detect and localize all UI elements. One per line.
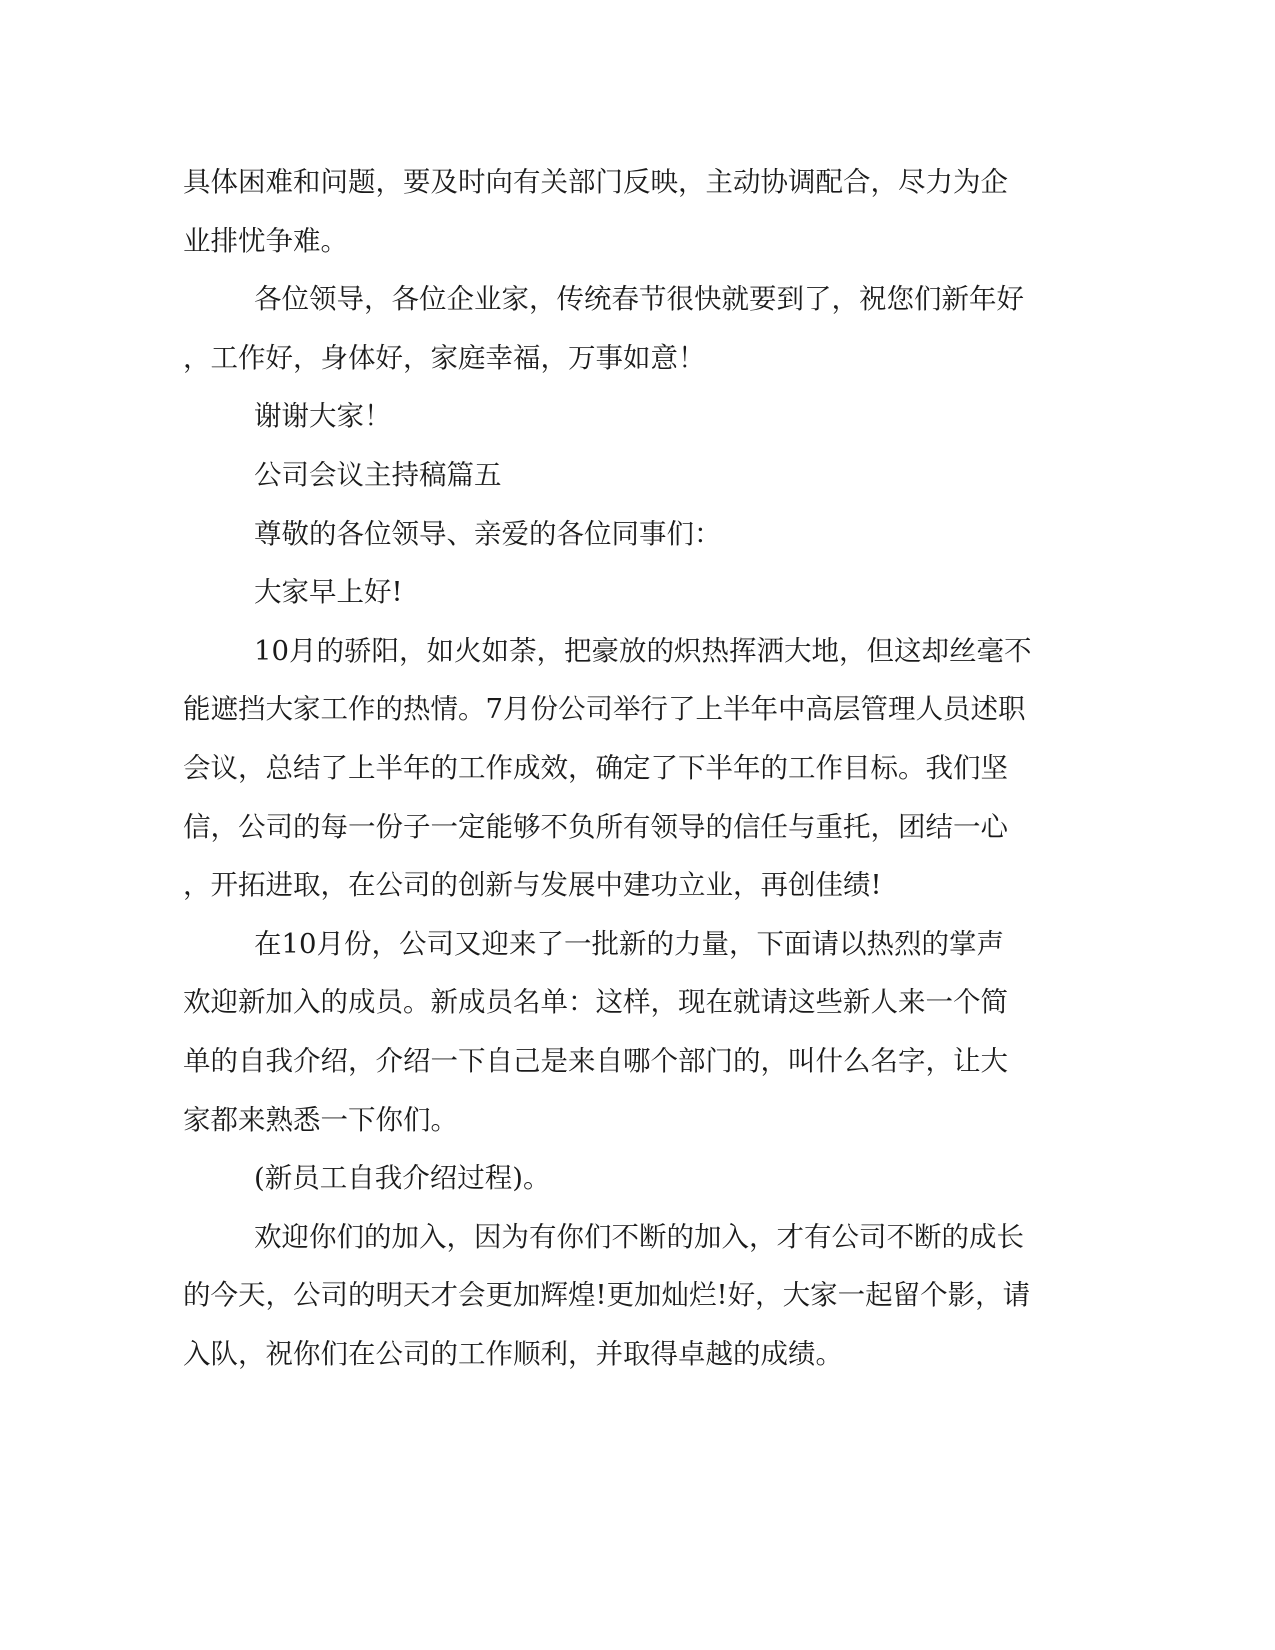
text-line: (新员工自我介绍过程)。 (254, 1162, 551, 1194)
text-line: ，开拓进取，在公司的创新与发展中建功立业，再创佳绩! (183, 869, 882, 901)
text-line: 单的自我介绍，介绍一下自己是来自哪个部门的，叫什么名字，让大 (183, 1045, 1008, 1077)
text-line: ，工作好，身体好，家庭幸福，万事如意！ (183, 342, 706, 374)
text-line: 谢谢大家！ (254, 400, 392, 432)
text-line: 能遮挡大家工作的热情。7月份公司举行了上半年中高层管理人员述职 (183, 693, 1026, 725)
text-line: 具体困难和问题，要及时向有关部门反映，主动协调配合，尽力为企 (183, 166, 1008, 198)
text-line: 的今天，公司的明天才会更加辉煌!更加灿烂!好，大家一起留个影，请 (183, 1279, 1031, 1311)
text-line: 尊敬的各位领导、亲爱的各位同事们： (254, 518, 722, 550)
text-line: 在10月份，公司又迎来了一批新的力量，下面请以热烈的掌声 (254, 928, 1004, 960)
text-line: 信，公司的每一份子一定能够不负所有领导的信任与重托，团结一心 (183, 811, 1008, 843)
text-line: 业排忧争难。 (183, 225, 348, 257)
text-line: 大家早上好! (254, 576, 403, 608)
text-line: 欢迎你们的加入，因为有你们不断的加入，才有公司不断的成长 (254, 1221, 1024, 1253)
text-line: 入队，祝你们在公司的工作顺利，并取得卓越的成绩。 (183, 1338, 843, 1370)
text-line: 各位领导，各位企业家，传统春节很快就要到了，祝您们新年好 (254, 283, 1024, 315)
text-line: 家都来熟悉一下你们。 (183, 1104, 458, 1136)
text-line: 欢迎新加入的成员。新成员名单：这样，现在就请这些新人来一个简 (183, 986, 1008, 1018)
section-heading: 公司会议主持稿篇五 (254, 459, 502, 491)
text-line: 10月的骄阳，如火如荼，把豪放的炽热挥洒大地，但这却丝毫不 (254, 635, 1032, 667)
text-line: 会议，总结了上半年的工作成效，确定了下半年的工作目标。我们坚 (183, 752, 1008, 784)
